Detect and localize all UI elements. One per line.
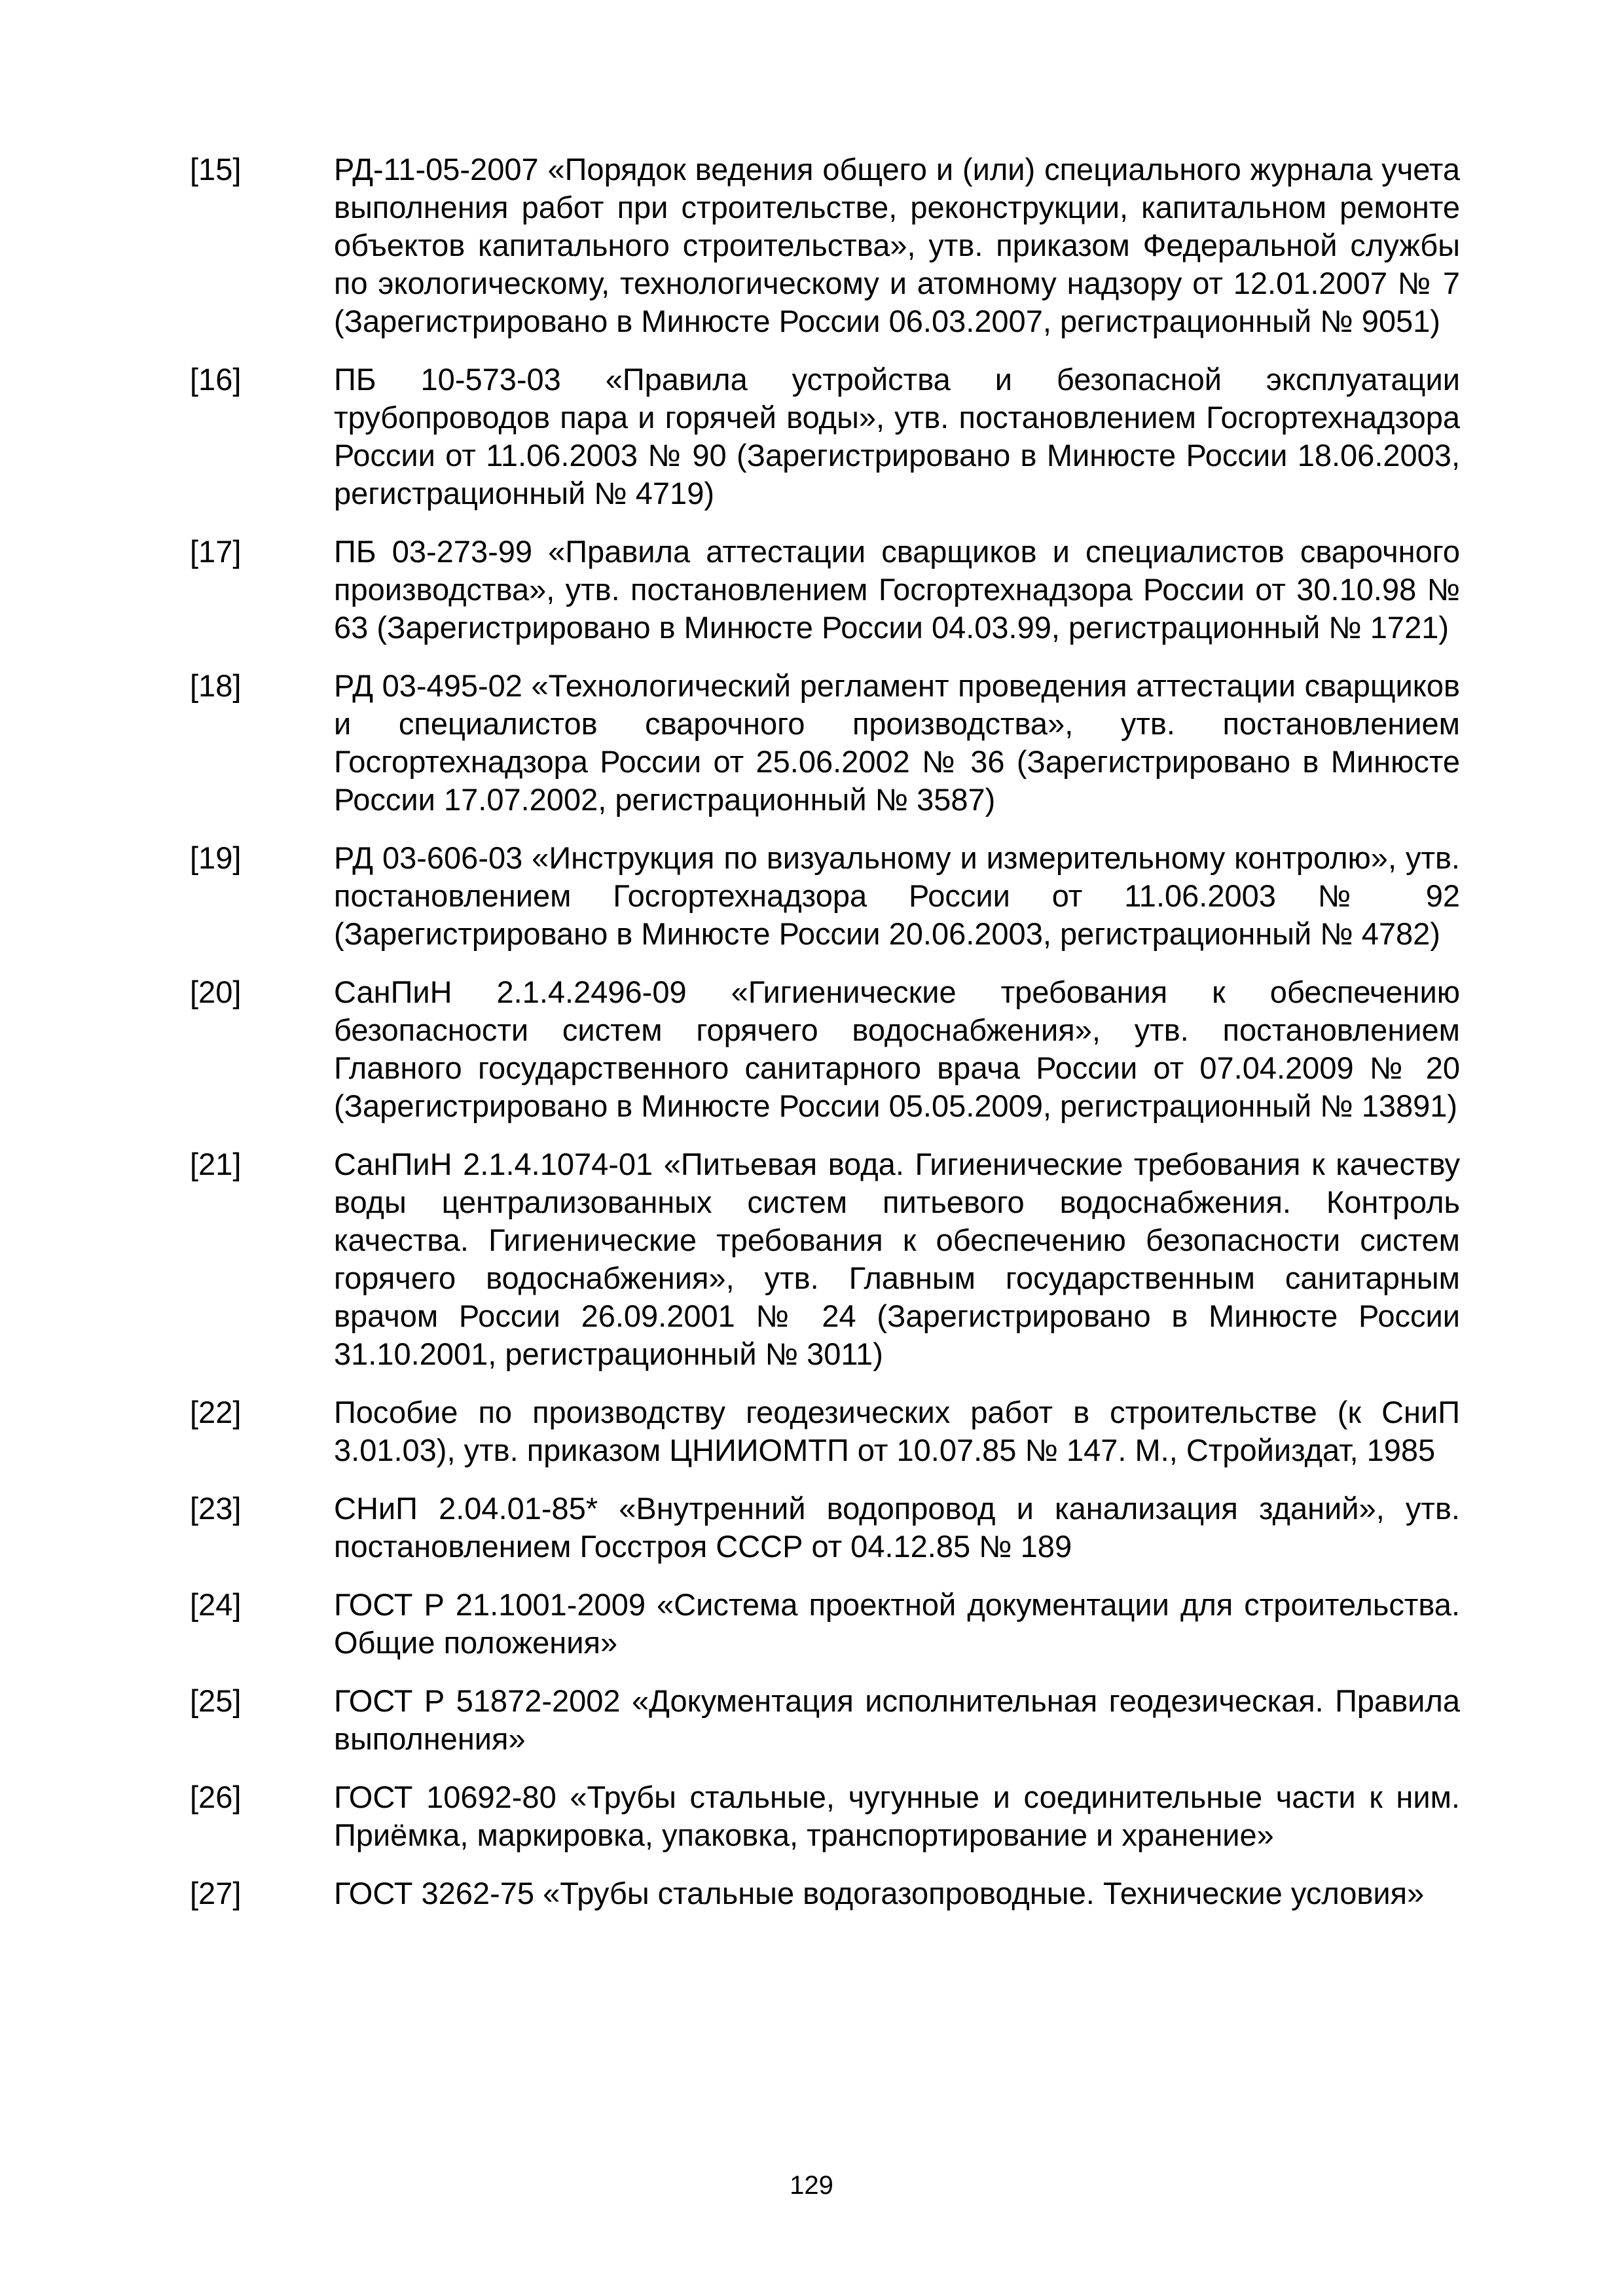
reference-text: РД 03-495-02 «Технологический регламент проведения аттестации сварщиков и специалистов сварочного производства», утв. постановлением Госгортехнадзора России от 25.06.2002 № 36 (Зарегистрировано в Минюсте России 17.07.2002, регистрационный № 3587) [334,668,1460,817]
reference-number: [20] [190,975,242,1009]
reference-number: [18] [190,668,242,703]
reference-text: ПБ 03-273-99 «Правила аттестации сварщиков и специалистов сварочного производства», утв. постановлением Госгортехнадзора России от 30.10.98 № 63 (Зарегистрировано в Минюсте России 04.03.99, регистрационный № 1721) [334,534,1460,645]
reference-text: ГОСТ Р 21.1001-2009 «Система проектной документации для строительства. Общие положения» [334,1587,1460,1660]
reference-number: [27] [190,1876,242,1910]
reference-text: ГОСТ Р 51872-2002 «Документация исполнительная геодезическая. Правила выполнения» [334,1683,1460,1756]
reference-number: [26] [190,1780,242,1814]
reference-item [190,151,1480,340]
reference-number: [25] [190,1683,242,1718]
reference-item [190,533,1480,647]
reference-number: [19] [190,840,242,875]
reference-item [190,1778,1480,1854]
reference-item [190,1145,1480,1373]
reference-item [190,839,1480,953]
reference-text: ГОСТ 10692-80 «Трубы стальные, чугунные и соединительные части к ним. Приёмка, маркировка, упаковка, транспортирование и хранение» [334,1780,1460,1852]
reference-number: [24] [190,1587,242,1622]
reference-item [190,973,1480,1125]
reference-item [190,1682,1480,1758]
reference-number: [17] [190,534,242,569]
reference-text: ПБ 10-573-03 «Правила устройства и безопасной эксплуатации трубопроводов пара и горячей воды», утв. постановлением Госгортехнадзора России от 11.06.2003 № 90 (Зарегистрировано в Минюсте России 18.06.2003, регистрационный № 4719) [334,362,1460,511]
reference-item [190,667,1480,819]
reference-text: РД-11-05-2007 «Порядок ведения общего и (или) специального журнала учета выполнения работ при строительстве, реконструкции, капитальном ремонте объектов капитального строительства», утв. приказом Федеральной службы по экологическому, технологическому и атомному надзору от 12.01.2007 № 7 (Зарегистрировано в Минюсте России 06.03.2007, регистрационный № 9051) [334,152,1460,338]
reference-item [190,1586,1480,1662]
reference-number: [23] [190,1491,242,1526]
reference-text: ГОСТ 3262-75 «Трубы стальные водогазопроводные. Технические условия» [334,1876,1425,1910]
reference-text: СанПиН 2.1.4.2496-09 «Гигиенические требования к обеспечению безопасности систем горячего водоснабжения», утв. постановлением Главного государственного санитарного врача России от 07.04.2009 № 20 (Зарегистрировано в Минюсте России 05.05.2009, регистрационный № 13891) [334,975,1460,1123]
reference-item [190,1393,1480,1469]
page-number: 129 [790,2171,833,2200]
reference-text: РД 03-606-03 «Инструкция по визуальному и измерительному контролю», утв. постановлением Госгортехнадзора России от 11.06.2003 № 92 (Зарегистрировано в Минюсте России 20.06.2003, регистрационный № 4782) [334,840,1460,951]
reference-list [190,151,1480,1933]
reference-text: СанПиН 2.1.4.1074-01 «Питьевая вода. Гигиенические требования к качеству воды централизованных систем питьевого водоснабжения. Контроль качества. Гигиенические требования к обеспечению безопасности систем горячего водоснабжения», утв. Главным государственным санитарным врачом России 26.09.2001 № 24 (Зарегистрировано в Минюсте России 31.10.2001, регистрационный № 3011) [334,1147,1460,1371]
reference-number: [21] [190,1147,242,1181]
reference-item [190,1490,1480,1566]
reference-text: СНиП 2.04.01-85* «Внутренний водопровод и канализация зданий», утв. постановлением Госстроя СССР от 04.12.85 № 189 [334,1491,1460,1564]
reference-item [190,1874,1480,1912]
reference-number: [15] [190,152,242,187]
reference-number: [22] [190,1395,242,1429]
reference-item [190,361,1480,512]
reference-number: [16] [190,362,242,397]
reference-text: Пособие по производству геодезических работ в строительстве (к СниП 3.01.03), утв. приказом ЦНИИОМТП от 10.07.85 № 147. М., Стройиздат, 1985 [334,1395,1460,1467]
